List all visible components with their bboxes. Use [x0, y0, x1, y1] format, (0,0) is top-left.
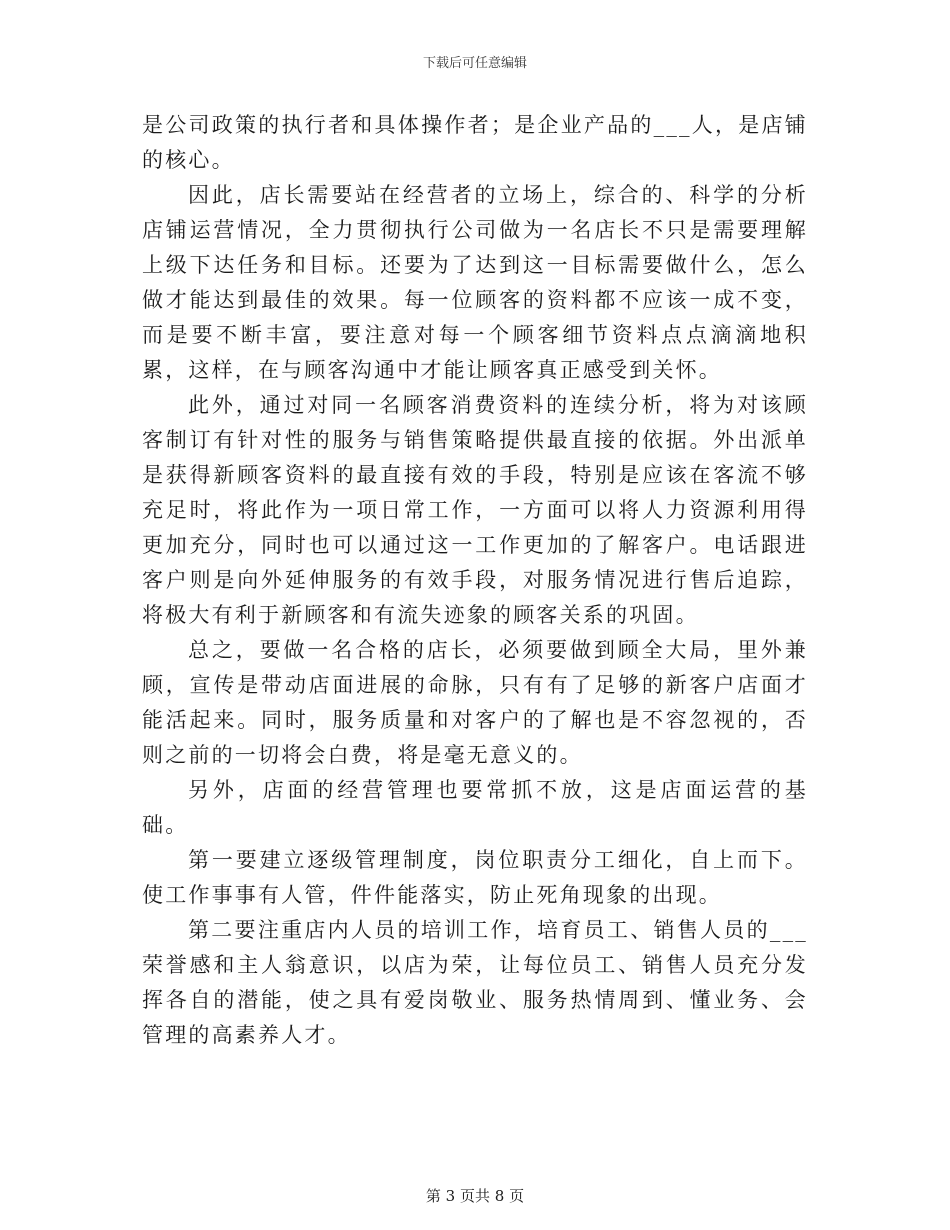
paragraph-summary: 总之，要做一名合格的店长，必须要做到顾全大局，里外兼顾，宣传是带动店面进展的命脉，只有有了足够的新客户店面才能活起来。同时，服务质量和对客户的了解也是不容忽视的，否则之前的一切将会白费，将是毫无意义的。 [142, 638, 808, 767]
page-header: 下载后可任意编辑 [422, 56, 527, 71]
paragraph-second-point: 第二要注重店内人员的培训工作，培育员工、销售人员的___荣誉感和主人翁意识，以店为荣，让每位员工、销售人员充分发挥各自的潜能，使之具有爱岗敬业、服务热情周到、懂业务、会管理的高素养人才。 [142, 918, 808, 1047]
page-number: 第 3 页共 8 页 [425, 1187, 525, 1205]
paragraph-management-basis: 另外，店面的经营管理也要常抓不放，这是店面运营的基础。 [142, 778, 808, 837]
document-body [142, 108, 808, 1053]
paragraph-customer-data-analysis: 此外，通过对同一名顾客消费资料的连续分析，将为对该顾客制订有针对性的服务与销售策略提供最直接的依据。外出派单是获得新顾客资料的最直接有效的手段，特别是应该在客流不够充足时，将此作为一项日常工作，一方面可以将人力资源利用得更加充分，同时也可以通过这一工作更加的了解客户。电话跟进客户则是向外延伸服务的有效手段，对服务情况进行售后追踪，将极大有利于新顾客和有流失迹象的顾客关系的巩固。 [142, 393, 808, 627]
paragraph-continuation: 是公司政策的执行者和具体操作者；是企业产品的___人，是店铺的核心。 [142, 113, 808, 172]
paragraph-first-point: 第一要建立逐级管理制度，岗位职责分工细化，自上而下。使工作事事有人管，件件能落实，防止死角现象的出现。 [142, 848, 808, 907]
paragraph-store-manager-analysis: 因此，店长需要站在经营者的立场上，综合的、科学的分析店铺运营情况，全力贯彻执行公司做为一名店长不只是需要理解上级下达任务和目标。还要为了达到这一目标需要做什么，怎么做才能达到最佳的效果。每一位顾客的资料都不应该一成不变，而是要不断丰富，要注意对每一个顾客细节资料点点滴滴地积累，这样，在与顾客沟通中才能让顾客真正感受到关怀。 [142, 183, 808, 382]
